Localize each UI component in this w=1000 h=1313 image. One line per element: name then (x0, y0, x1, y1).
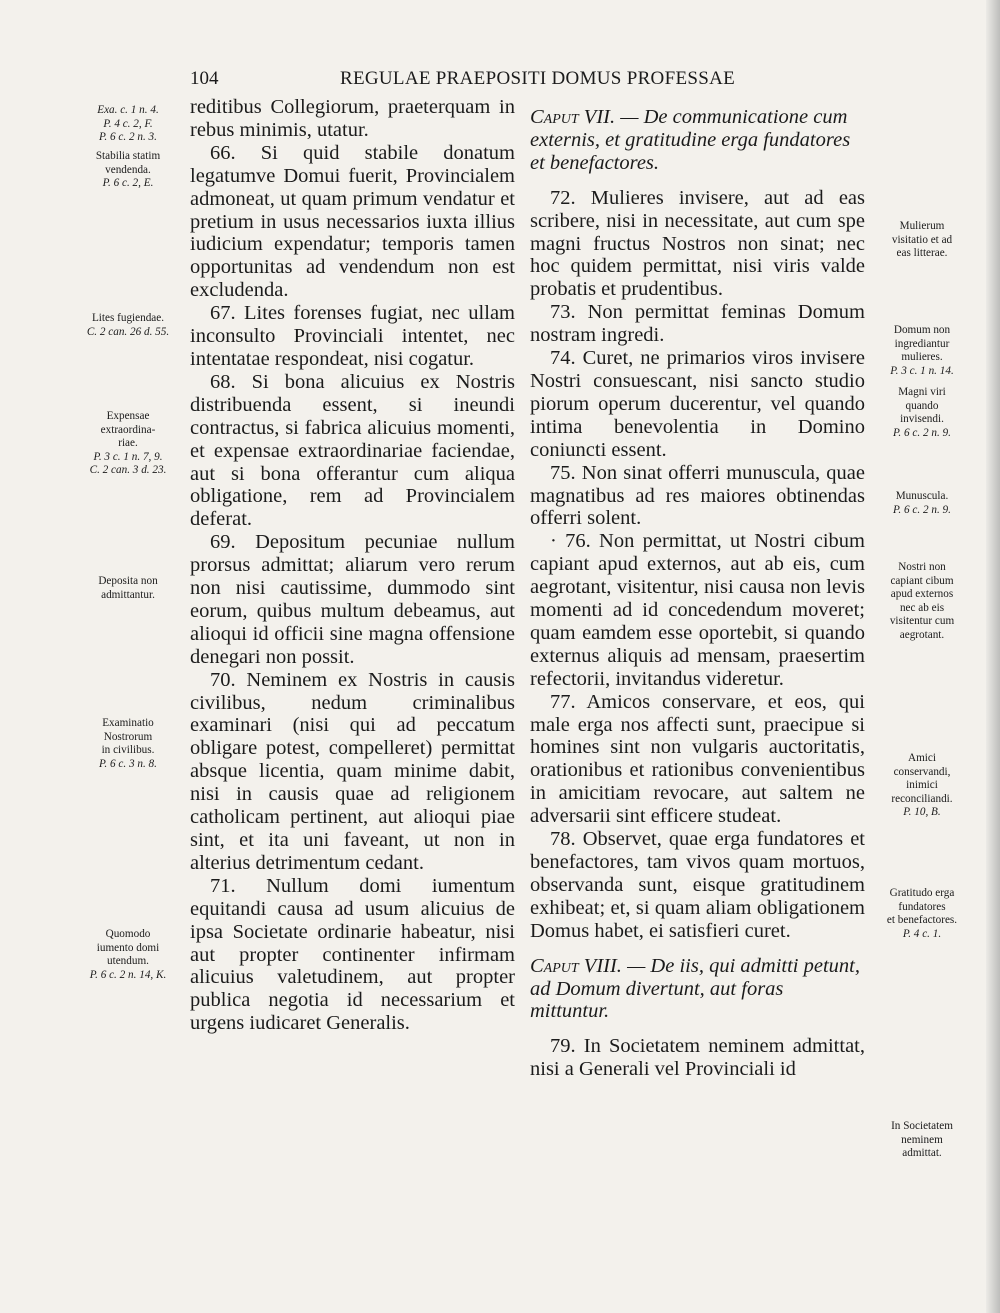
note-line: admittantur. (101, 588, 155, 601)
paragraph-68: 68. Si bona alicuius ex Nostris distribuenda essent, si ineundi contractus, si fabrica alicuius momenti, et expensae extraordinariae faciendae, aut si bona offerantur cum aliqua obligatione, rem ad Provincialem deferat. (190, 370, 515, 531)
note-line: apud externos (890, 588, 954, 600)
note-line: reconciliandi. (891, 792, 953, 805)
running-title: REGULAE PRAEPOSITI DOMUS PROFESSAE (340, 68, 736, 89)
note-line: iumento domi (96, 941, 160, 954)
note-line: eas litterae. (896, 247, 948, 259)
note-line: Mulierum (899, 220, 945, 232)
paragraph-75: 75. Non sinat offerri munuscula, quae magnatibus ad res maiores obtinendas offerri solent. (530, 461, 865, 530)
note-line: nec ab eis (899, 601, 945, 614)
margin-note-lites (74, 312, 182, 339)
left-text-column (190, 96, 515, 1035)
margin-note-domum-non (872, 324, 972, 378)
margin-note-exa (74, 104, 182, 145)
margin-note-munuscula (872, 490, 972, 517)
paragraph-74: 74. Curet, ne primarios viros invisere Nostri consuescant, nisi sancto studio piorum operum ducerentur, vel quando intima benevolentia in Domino coniuncti essent. (530, 347, 865, 461)
chapter-8-heading (530, 955, 865, 1024)
note-line: mulieres. (901, 351, 943, 363)
margin-note-magni-viri (872, 386, 972, 440)
continuation-text: reditibus Collegiorum, praeterquam in rebus minimis, utatur. (190, 96, 515, 141)
page-edge-shadow (986, 0, 1000, 1313)
chapter-8-caput: Caput VIII. (530, 954, 622, 977)
note-line: Gratitudo erga (889, 887, 955, 899)
margin-note-nostri-non (872, 561, 972, 642)
paragraph-72: 72. Mulieres invisere, aut ad eas scribere, nisi in necessitate, aut cum spe magni fructus Nostros non sinat; nec hoc quidem permittat, nisi viris valde probatis et prudentibus. (530, 186, 865, 301)
note-ref: P. 10, B. (903, 806, 941, 818)
note-ref: C. 2 can. 3 d. 23. (89, 464, 167, 476)
paragraph-78: 78. Observet, quae erga fundatores et benefactores, tam vivos quam mortuos, observanda sunt, eisque gratitudinem exhibeat; et, si quam aliam obligationem Domus habet, ei satisfieri curet. (530, 828, 865, 942)
note-ref: P. 4 c. 2, F. (103, 117, 153, 130)
paragraph-77: 77. Amicos conservare, et eos, qui male erga nos affecti sunt, praecipue si homines sint non vulgaris auctoritatis, orationibus et rationibus convenientibus in amicitiam revocare, aut saltem ne adversarii sint efficere studeat. (530, 690, 865, 828)
note-ref: P. 4 c. 1. (902, 927, 942, 940)
note-ref: P. 6 c. 2, E. (102, 177, 154, 189)
note-line: riae. (118, 437, 138, 449)
note-ref: P. 3 c. 1 n. 7, 9. (93, 450, 163, 463)
note-line: aegrotant. (899, 628, 945, 641)
note-line: admittat. (902, 1147, 942, 1159)
chapter-7-heading (530, 106, 865, 175)
note-ref: P. 3 c. 1 n. 14. (890, 364, 954, 377)
note-ref: C. 2 can. 26 d. 55. (86, 325, 170, 338)
margin-note-examinatio (74, 717, 182, 771)
paragraph-76: · 76. Non permittat, ut Nostri cibum capiant apud externos, aut ab eis, cum aegrotant, visitentur, nisi causa non levis momenti ad id concedendum moveret; quam eamdem esse oportebit, si quando externus aliquis ad mensam, praesertim refectorii, invitandus videretur. (530, 530, 865, 690)
paragraph-79: 79. In Societatem neminem admittat, nisi a Generali vel Provinciali id (530, 1035, 865, 1081)
note-ref: Exa. c. 1 n. 4. (97, 104, 159, 116)
margin-note-deposita (74, 575, 182, 602)
paragraph-67: 67. Lites forenses fugiat, nec ullam inconsulto Provinciali intentet, nec intentatae respondeat, nisi cogatur. (190, 302, 515, 370)
note-line: capiant cibum (890, 574, 954, 587)
note-line: Nostri non (898, 561, 946, 573)
note-line: Magni viri (898, 386, 946, 398)
margin-note-in-societatem (872, 1120, 972, 1161)
note-line: et benefactores. (886, 914, 958, 926)
margin-note-gratitudo (872, 887, 972, 941)
note-line: invisendi. (900, 413, 944, 425)
note-line: visitentur cum (889, 615, 955, 627)
note-ref: P. 6 c. 2 n. 14, K. (89, 968, 167, 981)
note-line: inimici (906, 779, 938, 791)
note-line: Quomodo (105, 928, 151, 940)
note-ref: P. 6 c. 2 n. 9. (893, 503, 951, 516)
note-ref: P. 6 c. 2 n. 9. (893, 426, 951, 439)
paragraph-71: 71. Nullum domi iumentum equitandi causa ad usum alicuius de ipsa Societate ordinarie habeatur, nisi aut propter continenter infirmam alicuius valetudinem, aut propter publica negotia id necessarium et urgens iudicaret Generalis. (190, 874, 515, 1035)
paragraph-69: 69. Depositum pecuniae nullum prorsus admittat; aliarum vero rerum non nisi cautissime, dummodo sint eorum, quibus multum debeamus, aut alioqui id officii sine magna offensione denegari non possit. (190, 531, 515, 668)
note-line: Munuscula. (895, 490, 949, 502)
paragraph-66: 66. Si quid stabile donatum legatumve Domui fuerit, Provincialem admoneat, ut quam primum vendatur et pretium in usus necessarios iuxta illius iudicium expendatur; temporis tamen opportunitas ad vendendum non est excludenda. (190, 141, 515, 302)
note-line: Expensae (106, 410, 150, 422)
paragraph-70: 70. Neminem ex Nostris in causis civilibus, nedum criminalibus examinari (nisi qui ad peccatum obligare potest, compelleret) permittat absque licentia, quam minime dabit, nisi in causis quae ad religionem catholicam pertinent, aut alioqui piae sint, et ita uni faveant, ut non in alterius detrimentum cedant. (190, 668, 515, 874)
margin-note-amici (872, 752, 972, 820)
note-line: in civilibus. (101, 744, 155, 756)
note-line: Stabilia statim (95, 150, 161, 162)
chapter-7-caput: Caput VII. (530, 106, 616, 128)
note-line: extraordina- (100, 423, 156, 436)
chapter-7-title: — De communicatione cum externis, et gratitudine erga fundatores et benefactores. (530, 106, 851, 174)
note-line: neminem (901, 1133, 943, 1146)
margin-note-quomodo (74, 928, 182, 982)
paragraph-73: 73. Non permittat feminas Domum nostram ingredi. (530, 301, 865, 347)
note-line: visitatio et ad (891, 233, 953, 246)
note-line: Examinatio (102, 717, 154, 729)
page-number: 104 (190, 68, 219, 89)
note-line: Nostrorum (103, 730, 153, 743)
note-line: fundatores (898, 900, 946, 913)
note-line: vendenda. (105, 163, 151, 176)
note-line: Amici (908, 752, 936, 764)
margin-note-mulierum (872, 220, 972, 261)
note-line: conservandi, (893, 765, 951, 778)
margin-note-stabilia (74, 150, 182, 191)
page-header (0, 68, 1000, 98)
note-line: Lites fugiendae. (91, 312, 165, 324)
note-line: utendum. (107, 955, 149, 967)
note-line: In Societatem (891, 1120, 953, 1132)
margin-note-expensae (74, 410, 182, 478)
note-line: Deposita non (98, 575, 158, 587)
note-line: ingrediantur (894, 337, 950, 350)
note-ref: P. 6 c. 3 n. 8. (99, 757, 157, 770)
note-line: quando (905, 399, 939, 412)
note-ref: P. 6 c. 2 n. 3. (99, 131, 157, 143)
chapter-8-title: — De iis, qui admitti petunt, ad Domum divertunt, aut foras mittuntur. (530, 954, 860, 1023)
right-text-column (530, 106, 865, 1081)
note-line: Domum non (893, 324, 951, 336)
